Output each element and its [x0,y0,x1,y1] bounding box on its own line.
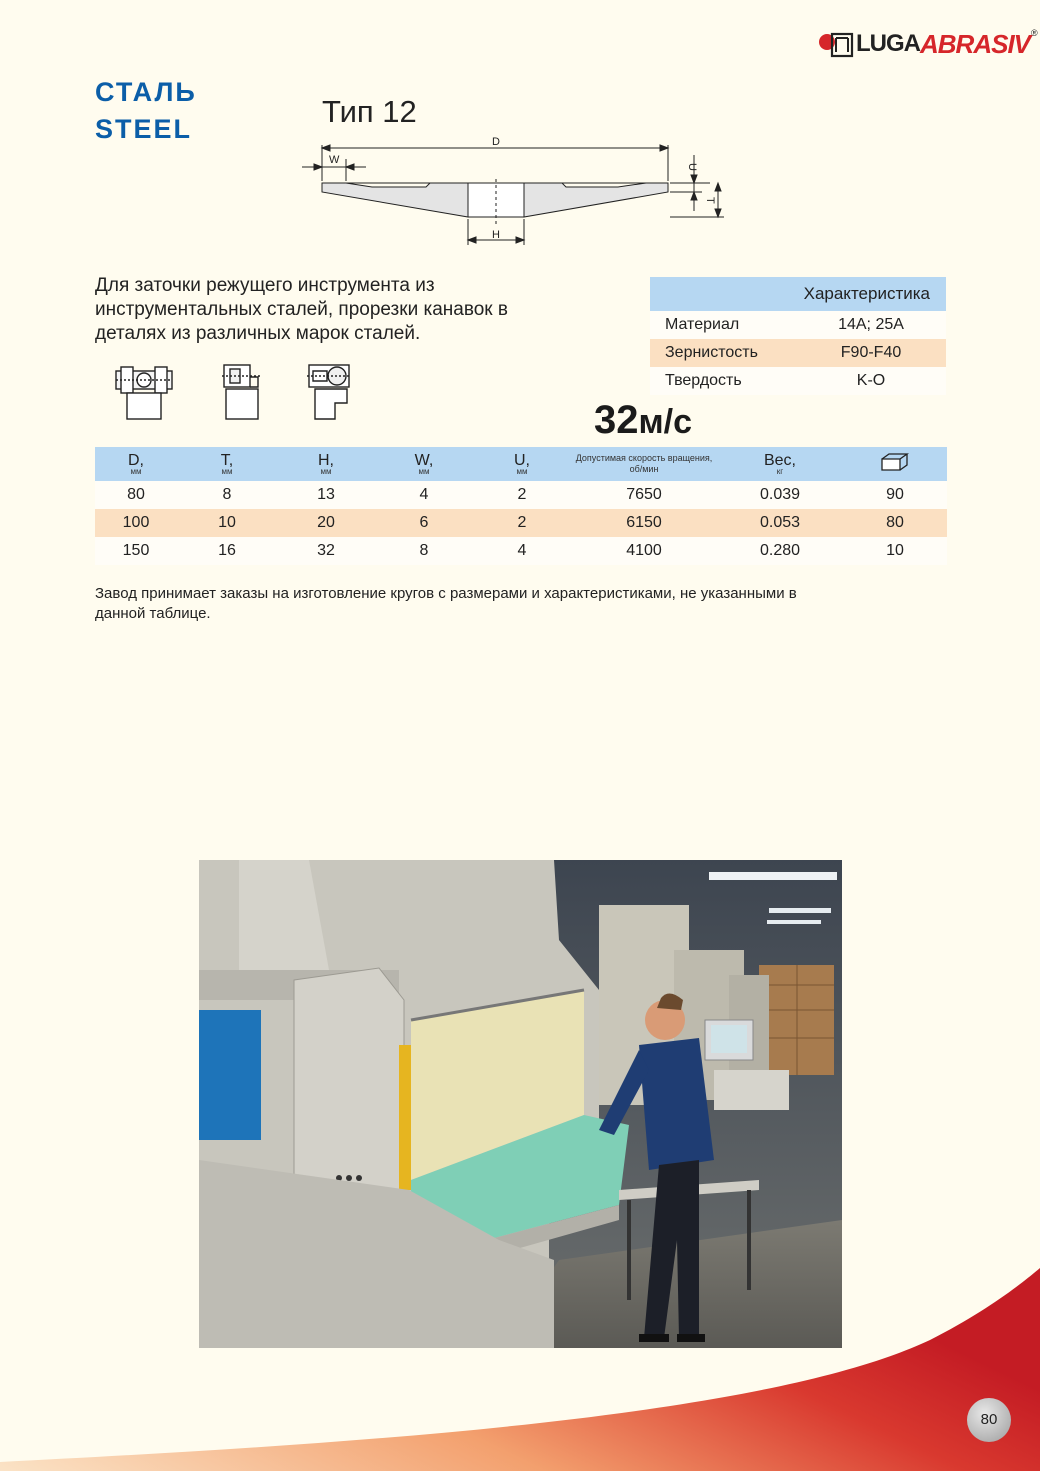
char-name: Зернистость [650,339,796,367]
table-row [650,339,946,367]
product-description: Для заточки режущего инструмента из инструментальных сталей, прорезки канавок в деталях из различных марок сталей. [95,275,508,344]
col-header-t: T, мм [177,447,277,481]
cell-u: 2 [473,509,571,537]
logo-text-luga: LUGA [856,30,920,57]
char-name: Материал [650,311,796,339]
logo-registered: ® [1031,28,1038,38]
col-header-weight: Вес, кг [717,447,843,481]
char-value: F90-F40 [796,339,946,367]
type-title: Тип 12 [322,94,417,129]
dim-label-t: T [704,197,716,204]
section-title [95,74,197,148]
factory-photo [199,860,842,1348]
section-title-en: STEEL [95,114,193,144]
col-header-w: W, мм [375,447,473,481]
order-note: Завод принимает заказы на изготовление кругов с размерами и характеристиками, не указанными в данной таблице. [95,585,797,622]
cell-w: 6 [375,509,473,537]
speed-unit: м/с [638,403,693,441]
cell-w: 8 [375,537,473,565]
application-icon-slotting [220,363,262,421]
cell-weight: 0.053 [717,509,843,537]
table-row [95,537,947,565]
cell-d: 80 [95,481,177,509]
char-name: Твердость [650,367,796,395]
section-title-ru: СТАЛЬ [95,77,197,107]
col-header-u: U, мм [473,447,571,481]
cell-d: 150 [95,537,177,565]
col-header-h: H, мм [277,447,375,481]
table-header-row [95,447,947,481]
cell-u: 4 [473,537,571,565]
characteristics-header: Характеристика [650,277,946,311]
cell-package: 90 [843,481,947,509]
cell-t: 16 [177,537,277,565]
dim-label-h: H [492,229,500,241]
page-number: 80 [967,1398,1011,1442]
speed-value: 32 [594,398,639,442]
dim-label-d: D [492,136,500,148]
cell-d: 100 [95,509,177,537]
logo-text-abrasiv: ABRASIV [920,28,1031,59]
characteristics-table [650,277,946,395]
table-row [95,509,947,537]
brand-logo [818,28,1038,60]
char-value: K-O [796,367,946,395]
cell-h: 20 [277,509,375,537]
cell-package: 10 [843,537,947,565]
cell-h: 13 [277,481,375,509]
cell-package: 80 [843,509,947,537]
cell-speed: 4100 [571,537,717,565]
col-header-d: D, мм [95,447,177,481]
col-header-speed: Допустимая скорость вращения, об/мин [571,447,717,481]
dim-label-w: W [329,154,340,166]
cell-t: 8 [177,481,277,509]
table-row [650,367,946,395]
cell-weight: 0.039 [717,481,843,509]
package-box-icon [880,452,910,472]
col-header-package [843,447,947,481]
cell-u: 2 [473,481,571,509]
char-value: 14A; 25A [796,311,946,339]
cell-t: 10 [177,509,277,537]
cell-h: 32 [277,537,375,565]
wheel-profile-drawing [300,135,730,250]
application-icon-sharpening [305,363,353,421]
brand-mark-icon [818,30,854,58]
table-row [650,311,946,339]
cell-weight: 0.280 [717,537,843,565]
max-speed [594,398,692,443]
dimensions-table [95,447,947,565]
cell-speed: 7650 [571,481,717,509]
application-icon-grinding [113,365,175,421]
cell-speed: 6150 [571,509,717,537]
table-row [95,481,947,509]
dim-label-u: U [686,163,698,171]
cell-w: 4 [375,481,473,509]
